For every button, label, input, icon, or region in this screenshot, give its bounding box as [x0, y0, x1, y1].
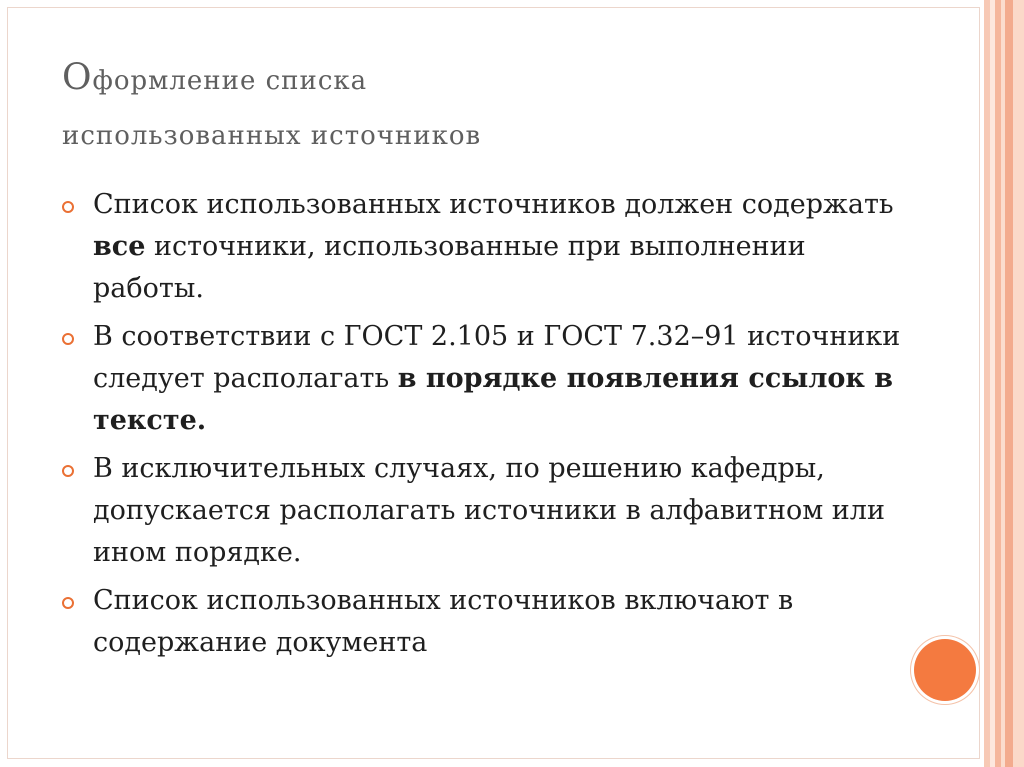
- item-text: Список использованных источников должен содержать: [93, 189, 894, 220]
- title-line-1: формление списка: [92, 66, 368, 96]
- list-item: [60, 580, 920, 664]
- list-item: [60, 184, 920, 310]
- circle-bullet-icon: [62, 333, 74, 345]
- bullet-list: [60, 184, 920, 670]
- decorative-stripe: [1013, 0, 1024, 767]
- slide-title: [62, 52, 882, 162]
- item-text-bold: все: [93, 231, 146, 262]
- item-text-bold: в порядке появления ссылок в тексте.: [93, 363, 894, 436]
- circle-bullet-icon: [62, 465, 74, 477]
- list-item: [60, 448, 920, 574]
- item-text: В исключительных случаях, по решению кафедры, допускается располагать источники в алфавитном или ином порядке.: [93, 453, 885, 568]
- list-item: [60, 316, 920, 442]
- title-initial: О: [62, 57, 93, 98]
- decorative-stripe: [1005, 0, 1013, 767]
- title-line-2: использованных источников: [62, 121, 482, 151]
- item-text: В соответствии с ГОСТ 2.105 и ГОСТ 7.32–91 источники следует располагать: [93, 321, 901, 394]
- orange-circle-icon: [914, 639, 976, 701]
- circle-bullet-icon: [62, 201, 74, 213]
- item-text: источники, использованные при выполнении работы.: [93, 231, 806, 304]
- circle-bullet-icon: [62, 597, 74, 609]
- item-text: Список использованных источников включают в содержание документа: [93, 585, 794, 658]
